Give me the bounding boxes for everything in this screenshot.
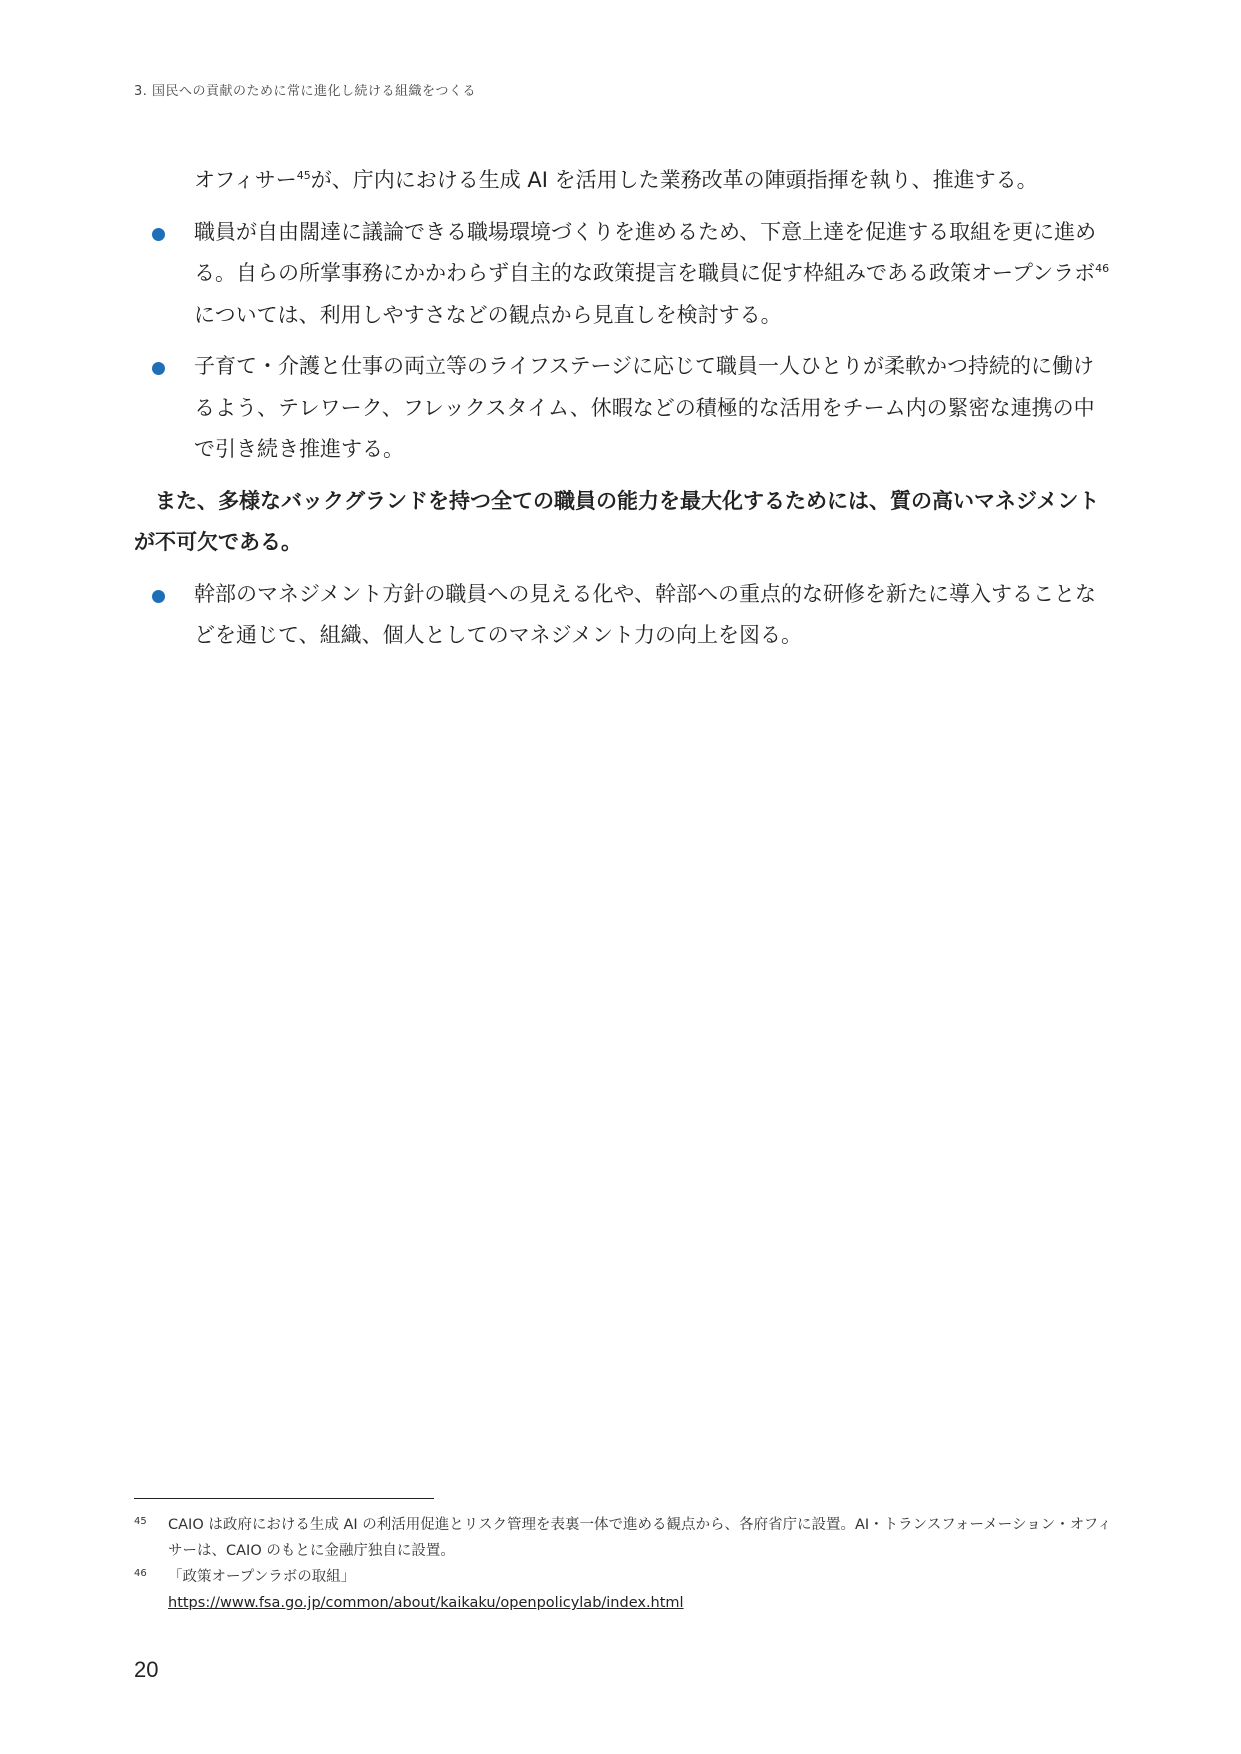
list-item-text: 幹部のマネジメント方針の職員への見える化や、幹部への重点的な研修を新たに導入することなどを通じて、組織、個人としてのマネジメント力の向上を図る。 bbox=[194, 581, 1096, 647]
bullet-dot-icon bbox=[152, 228, 165, 241]
bullet-dot-icon bbox=[152, 590, 165, 603]
footnote-number: 46 bbox=[134, 1568, 147, 1579]
running-header: 3. 国民への貢献のために常に進化し続ける組織をつくる bbox=[134, 84, 477, 99]
footnote-link[interactable]: https://www.fsa.go.jp/common/about/kaikaku/openpolicylab/index.html bbox=[168, 1595, 684, 1611]
list-item-text-end: については、利用しやすさなどの観点から見直しを検討する。 bbox=[194, 302, 782, 327]
continuation-text-end: が、庁内における生成 AI を活用した業務改革の陣頭指揮を執り、推進する。 bbox=[310, 168, 1038, 192]
footnote-45 bbox=[134, 1512, 1114, 1564]
bullet-list-1 bbox=[134, 212, 1114, 471]
list-item-text-start: 職員が自由闊達に議論できる職場環境づくりを進めるため、下意上達を促進する取組を更に進める。自らの所掌事務にかかわらず自主的な政策提言を職員に促す枠組みである政策オープンラボ bbox=[194, 219, 1097, 285]
footnote-46 bbox=[134, 1564, 1114, 1616]
page-number: 20 bbox=[134, 1657, 159, 1682]
continuation-paragraph bbox=[134, 160, 1114, 202]
list-item bbox=[134, 212, 1114, 337]
bullet-dot-icon bbox=[152, 362, 165, 375]
bold-paragraph: また、多様なバックグランドを持つ全ての職員の能力を最大化するためには、質の高いマネジメントが不可欠である。 bbox=[134, 488, 1100, 554]
footnote-ref-46[interactable]: 46 bbox=[1095, 262, 1110, 275]
footnote-ref-45[interactable]: 45 bbox=[296, 169, 311, 182]
list-item-text: 子育て・介護と仕事の両立等のライフステージに応じて職員一人ひとりが柔軟かつ持続的に働けるよう、テレワーク、フレックスタイム、休暇などの積極的な活用をチーム内の緊密な連携の中で引き続き推進する。 bbox=[194, 354, 1095, 461]
footnote-number: 45 bbox=[134, 1516, 147, 1527]
footnote-text: 「政策オープンラボの取組」 bbox=[168, 1569, 356, 1585]
list-item bbox=[134, 574, 1114, 657]
list-item bbox=[134, 346, 1114, 471]
continuation-text-start: オフィサー bbox=[194, 168, 297, 192]
bullet-list-2 bbox=[134, 574, 1114, 657]
body-text bbox=[134, 160, 1114, 667]
footnote-text: CAIO は政府における生成 AI の利活用促進とリスク管理を表裏一体で進める観点から、各府省庁に設置。AI・トランスフォーメーション・オフィサーは、CAIO のもとに金融庁独自に設置。 bbox=[168, 1517, 1112, 1559]
footnotes bbox=[134, 1512, 1114, 1616]
footnote-divider bbox=[134, 1498, 434, 1499]
